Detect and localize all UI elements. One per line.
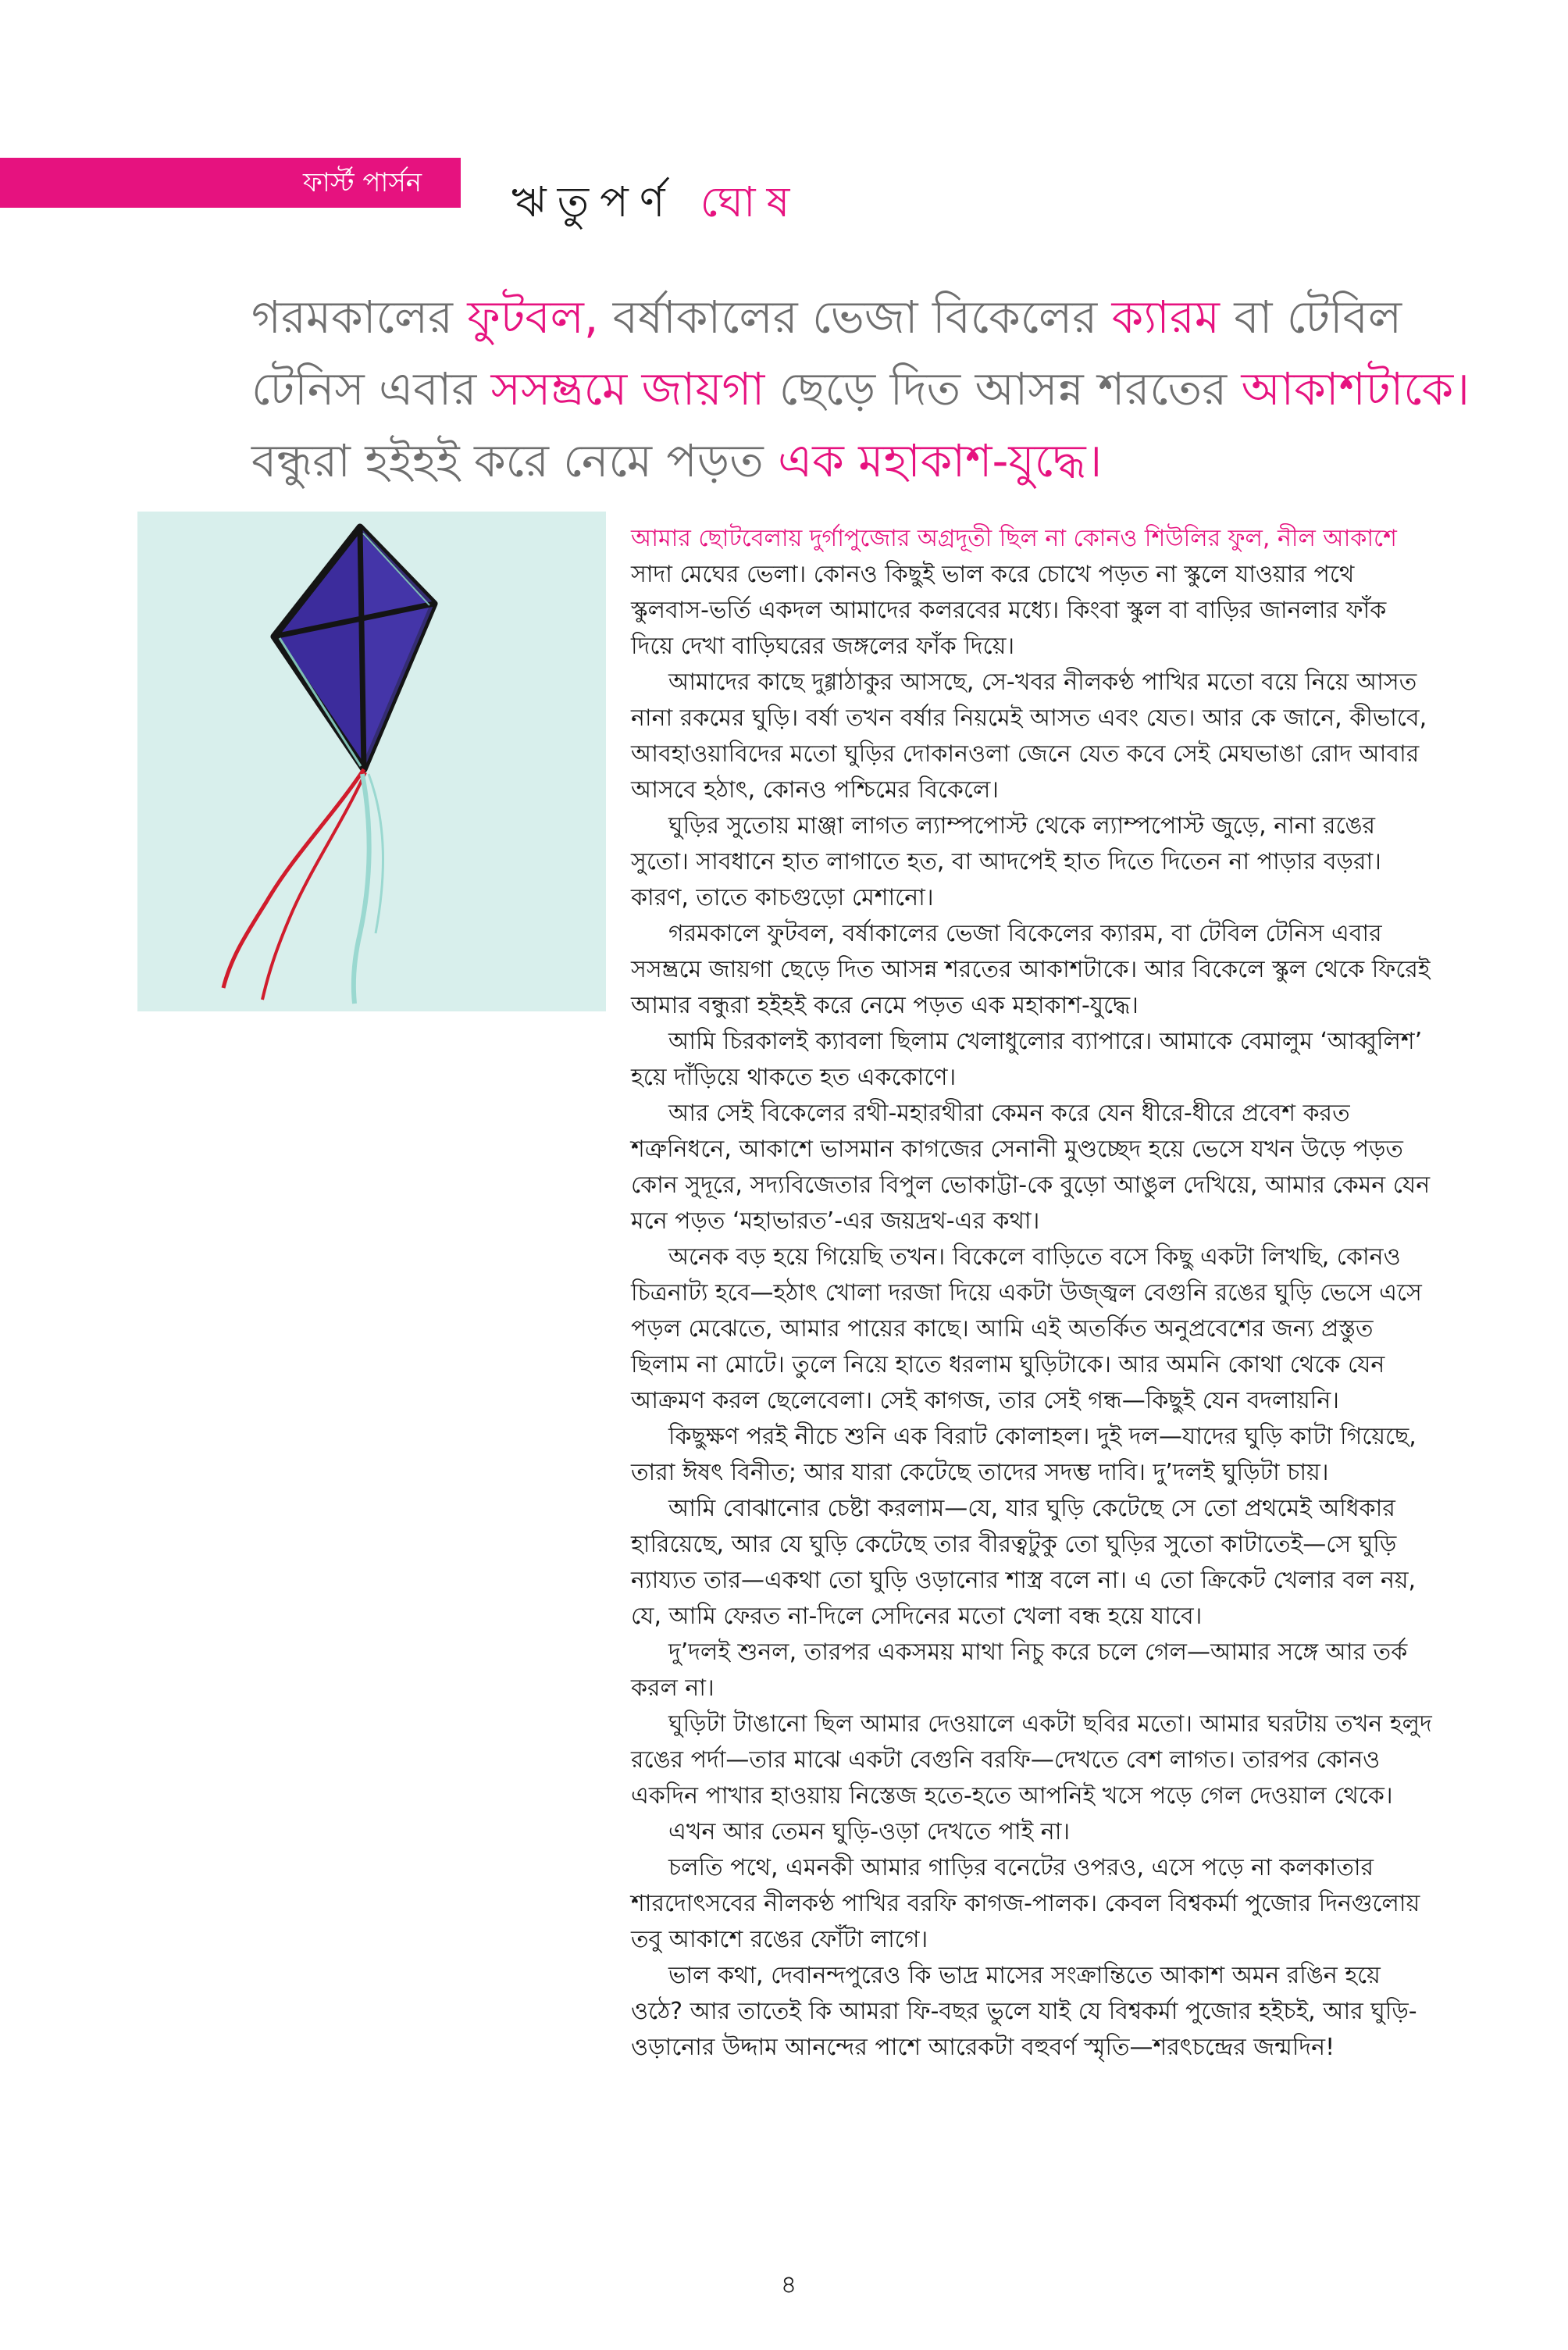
section-label: ফার্স্ট পার্সন (303, 167, 422, 198)
author-last-name: ঘোষ (700, 177, 801, 226)
article-paragraph: গরমকালে ফুটবল, বর্ষাকালের ভেজা বিকেলের ক্যারম, বা টেবিল টেনিস এবার সসম্ভ্রমে জায়গা ছেড়ে দিত আসন্ন শরতের আকাশটাকে। আর বিকেলে স্কুল থেকে ফিরেই আমার বন্ধুরা হইহই করে নেমে পড়ত এক মহাকাশ-যুদ্ধে। (631, 920, 1431, 1019)
article-paragraph: আর সেই বিকেলের রথী-মহারথীরা কেমন করে যেন ধীরে-ধীরে প্রবেশ করত শত্রুনিধনে, আকাশে ভাসমান কাগজের সেনানী মুণ্ডচ্ছেদ হয়ে ভেসে যখন উড়ে পড়ত কোন সুদূরে, সদ্যবিজেতার বিপুল ভোকাট্টা-কে বুড়ো আঙুল দেখিয়ে, আমার কেমন যেন মনে পড়ত ‘মহাভারত’-এর জয়দ্রথ-এর কথা। (631, 1100, 1431, 1235)
pull-quote-text: বন্ধুরা হইহই করে নেমে পড়ত (251, 434, 779, 487)
article-paragraph: এখন আর তেমন ঘুড়ি-ওড়া দেখতে পাই না। (668, 1818, 1071, 1845)
article-paragraph: আমি চিরকালই ক্যাবলা ছিলাম খেলাধুলোর ব্যাপারে। আমাকে বেমালুম ‘আব্বুলিশ’ হয়ে দাঁড়িয়ে থাকতে হত এককোণে। (631, 1028, 1423, 1091)
pull-quote-highlight: আকাশটাকে। (1241, 362, 1470, 415)
article-lead-paragraph (631, 521, 1435, 665)
article-paragraph: আমি বোঝানোর চেষ্টা করলাম—যে, যার ঘুড়ি কেটেছে সে তো প্রথমেই অধিকার হারিয়েছে, আর যে ঘুড়ি কেটেছে তার বীরত্বটুকু তো ঘুড়ির সুতো কাটাতেই—সে ঘুড়ি ন্যায্যত তার—একথা তো ঘুড়ি ওড়ানোর শাস্ত্র বলে না। এ তো ক্রিকেট খেলার বল নয়, যে, আমি ফেরত না-দিলে সেদিনের মতো খেলা বন্ধ হয়ে যাবে। (631, 1495, 1417, 1630)
article-paragraph: দু’দলই শুনল, তারপর একসময় মাথা নিচু করে চলে গেল—আমার সঙ্গে আর তর্ক করল না। (631, 1639, 1408, 1702)
article-lead-text: সাদা মেঘের ভেলা। কোনও কিছুই ভাল করে চোখে পড়ত না স্কুলে যাওয়ার পথে স্কুলবাস-ভর্তি একদল আমাদের কলরবের মধ্যে। কিংবা স্কুল বা বাড়ির জানলার ফাঁক দিয়ে দেখা বাড়িঘরের জঙ্গলের ফাঁক দিয়ে। (631, 561, 1387, 660)
author-name (511, 175, 800, 230)
page-number: ৪ (780, 2270, 797, 2299)
pull-quote-highlight: এক মহাকাশ-যুদ্ধে। (778, 434, 1103, 487)
article-paragraph: ভাল কথা, দেবানন্দপুরেও কি ভাদ্র মাসের সংক্রান্তিতে আকাশ অমন রঙিন হয়ে ওঠে? আর তাতেই কি আমরা ফি-বছর ভুলে যাই যে বিশ্বকর্মা পুজোর হইচই, আর ঘুড়ি-ওড়ানোর উদ্দাম আনন্দের পাশে আরেকটা বহুবর্ণ স্মৃতি—শরৎচন্দ্রের জন্মদিন! (631, 1962, 1417, 2061)
pull-quote-highlight: সসম্ভ্রমে জায়গা (490, 362, 765, 415)
article-body (631, 521, 1435, 2066)
author-first-name: ঋতুপর্ণ (511, 177, 676, 226)
pull-quote-text: ছেড়ে দিত আসন্ন শরতের (764, 362, 1242, 415)
article-paragraph: চলতি পথে, এমনকী আমার গাড়ির বনেটের ওপরও, এসে পড়ে না কলকাতার শারদোৎসবের নীলকণ্ঠ পাখির বরফি কাগজ-পালক। কেবল বিশ্বকর্মা পুজোর দিনগুলোয় তবু আকাশে রঙের ফোঁটা লাগে। (631, 1854, 1420, 1953)
kite-image (137, 512, 606, 1011)
pull-quote-text: গরমকালের (251, 291, 468, 344)
article-paragraph: অনেক বড় হয়ে গিয়েছি তখন। বিকেলে বাড়িতে বসে কিছু একটা লিখছি, কোনও চিত্রনাট্য হবে—হঠাৎ খোলা দরজা দিয়ে একটা উজ্জ্বল বেগুনি রঙের ঘুড়ি ভেসে এসে পড়ল মেঝেতে, আমার পায়ের কাছে। আমি এই অতর্কিত অনুপ্রবেশের জন্য প্রস্তুত ছিলাম না মোটে। তুলে নিয়ে হাতে ধরলাম ঘুড়িটাকে। আর অমনি কোথা থেকে যেন আক্রমণ করল ছেলেবেলা। সেই কাগজ, তার সেই গন্ধ—কিছুই যেন বদলায়নি। (631, 1243, 1422, 1414)
article-paragraph: ঘুড়িটা টাঙানো ছিল আমার দেওয়ালে একটা ছবির মতো। আমার ঘরটায় তখন হলুদ রঙের পর্দা—তার মাঝে একটা বেগুনি বরফি—দেখতে বেশ লাগত। তারপর কোনও একদিন পাখার হাওয়ায় নিস্তেজ হতে-হতে আপনিই খসে পড়ে গেল দেওয়াল থেকে। (631, 1710, 1432, 1810)
pull-quote-highlight: ক্যারম (1111, 291, 1220, 344)
article-paragraph: কিছুক্ষণ পরই নীচে শুনি এক বিরাট কোলাহল। দুই দল—যাদের ঘুড়ি কাটা গিয়েছে, তারা ঈষৎ বিনীত; আর যারা কেটেছে তাদের সদম্ভ দাবি। দু’দলই ঘুড়িটা চায়। (631, 1423, 1417, 1486)
pull-quote-text: বা টেবিল টেনিস এবার (251, 291, 1402, 415)
pull-quote (251, 281, 1470, 497)
pull-quote-text: বর্ষাকালের ভেজা বিকেলের (598, 291, 1112, 344)
pull-quote-highlight: ফুটবল, (467, 291, 599, 344)
article-paragraph: আমাদের কাছে দুগ্গাঠাকুর আসছে, সে-খবর নীলকণ্ঠ পাখির মতো বয়ে নিয়ে আসত নানা রকমের ঘুড়ি। বর্ষা তখন বর্ষার নিয়মেই আসত এবং যেত। আর কে জানে, কীভাবে, আবহাওয়াবিদের মতো ঘুড়ির দোকানওলা জেনে যেত কবে সেই মেঘভাঙা রোদ আবার আসবে হঠাৎ, কোনও পশ্চিমের বিকেলে। (631, 669, 1427, 804)
article-paragraph: ঘুড়ির সুতোয় মাঞ্জা লাগত ল্যাম্পপোস্ট থেকে ল্যাম্পপোস্ট জুড়ে, নানা রঙের সুতো। সাবধানে হাত লাগাতে হত, বা আদপেই হাত দিতে দিতেন না পাড়ার বড়রা। কারণ, তাতে কাচগুড়ো মেশানো। (631, 812, 1381, 911)
kite-icon (137, 512, 606, 1011)
article-lead-highlight: আমার ছোটবেলায় দুর্গাপুজোর অগ্রদূতী ছিল না কোনও শিউলির ফুল, নীল আকাশে (631, 525, 1397, 552)
